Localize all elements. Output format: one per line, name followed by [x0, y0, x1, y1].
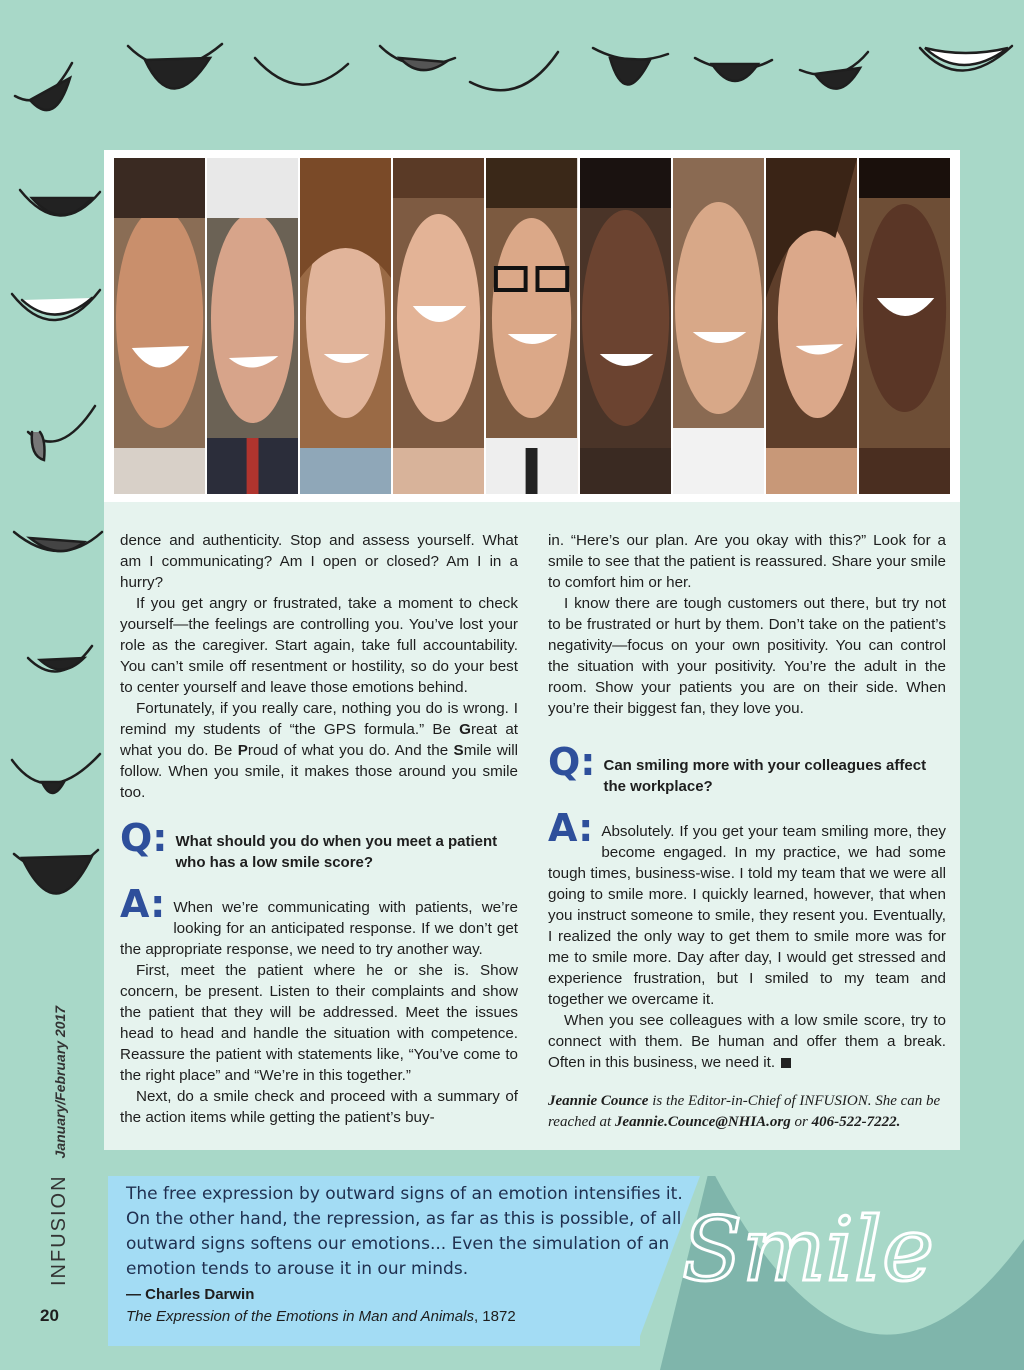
publication-label — [48, 1006, 71, 1286]
question-block — [120, 816, 518, 873]
text-span: reat at what you do. Be — [120, 721, 518, 759]
face-photo-4 — [393, 158, 486, 494]
text-span: is the Editor-in-Chief of INFUSION. She can be reached at — [548, 1093, 941, 1130]
paragraph-gps-formula — [120, 698, 518, 803]
paragraph: First, meet the patient where he or she is. Show concern, be present. Listen to their complaints and show the patient that they will be addressed. Meet the issues head to head and handle the situation with competence. Reassure the patient with statements like, “You’ve come to the right place” and “We’re in this together.” — [120, 962, 518, 1084]
gps-letter-s: S — [453, 742, 464, 759]
cartoon-mouths-top-decoration — [0, 18, 1024, 128]
face-photo-1 — [114, 158, 207, 494]
quote-author: — Charles Darwin — [126, 1286, 255, 1303]
publication-name: INFUSION — [48, 1174, 70, 1286]
end-of-article-icon — [781, 1058, 791, 1068]
paragraph: dence and authenticity. Stop and assess yourself. What am I communicating? Am I open or closed? Am I in a hurry? — [120, 532, 518, 591]
question-block — [548, 740, 946, 797]
author-bio — [548, 1091, 946, 1133]
face-photo-6 — [580, 158, 673, 494]
question-marker: Q: — [120, 816, 168, 860]
source-year: , 1872 — [473, 1308, 516, 1325]
face-photo-5 — [486, 158, 579, 494]
face-photo-7 — [673, 158, 766, 494]
answer-block — [120, 882, 518, 1128]
text-span: Fortunately, if you really care, nothing you do is wrong. I remind my students of “the GPS formula.” Be — [120, 700, 518, 738]
paragraph: in. “Here’s our plan. Are you okay with this?” Look for a smile to see that the patient is reassured. Share your smile to comfort him or her. — [548, 532, 946, 591]
face-photo-8 — [766, 158, 859, 494]
cartoon-mouths-left-decoration — [0, 170, 110, 930]
issue-date: January/February 2017 — [52, 1005, 68, 1159]
question-text: What should you do when you meet a patient who has a low smile score? — [175, 833, 498, 871]
quote-text: The free expression by outward signs of an emotion intensifies it. On the other hand, the repression, as far as this is possible, of all outward signs softens our emotions... Even the simulation of an emotion tends to arouse it in our minds. — [126, 1184, 683, 1279]
gps-letter-p: P — [237, 742, 248, 759]
smile-script-word: Smile — [682, 1198, 935, 1301]
text-span: roud of what you do. And the — [247, 742, 454, 759]
question-marker: Q: — [548, 740, 596, 784]
face-photo-9 — [859, 158, 950, 494]
answer-block — [548, 806, 946, 1073]
article-right-column — [548, 530, 946, 1133]
paragraph-closing — [548, 1010, 946, 1073]
paragraph: If you get angry or frustrated, take a moment to check yourself—the feelings are controlling you. You’ve lost your role as the caregiver. Start again, take full accountability. You can’t smile off resentment or hostility, so do your best to center yourself and leave those emotions behind. — [120, 595, 518, 696]
face-photo-2 — [207, 158, 300, 494]
text-span: or — [790, 1114, 812, 1130]
publication-sidebar — [28, 1000, 72, 1290]
article-left-column — [120, 530, 518, 1128]
paragraph: When we’re communicating with patients, we’re looking for an anticipated response. If we don’t get the appropriate response, we need to try another way. — [120, 899, 518, 958]
paragraph: I know there are tough customers out there, but try not to be frustrated or hurt by them. Don’t take on the patient’s negativity—focus on your own positivity. You can control the situation with your positivity. You’re the adult in the room. Show your patients you are on their side. When you’re their biggest fan, they love you. — [548, 595, 946, 717]
text-span: When you see colleagues with a low smile score, try to connect with them. Be human and offer them a break. Often in this business, we need it. — [548, 1012, 946, 1071]
source-title: The Expression of the Emotions in Man and Animals — [126, 1308, 474, 1325]
text-span: mile will follow. When you smile, it makes those around you smile too. — [120, 742, 518, 801]
smiling-faces-photo-strip — [104, 150, 960, 502]
author-phone: 406-522-7222. — [811, 1114, 901, 1130]
author-name: Jeannie Counce — [548, 1093, 649, 1109]
gps-letter-g: G — [459, 721, 471, 738]
article-body — [104, 502, 960, 1150]
answer-marker: A: — [548, 806, 594, 850]
answer-marker: A: — [120, 882, 166, 926]
question-text: Can smiling more with your colleagues affect the workplace? — [603, 757, 927, 795]
face-photo-3 — [300, 158, 393, 494]
quote-source — [126, 1308, 516, 1325]
page-number: 20 — [40, 1306, 59, 1325]
paragraph: Next, do a smile check and proceed with a summary of the action items while getting the patient’s buy- — [120, 1088, 518, 1126]
paragraph: Absolutely. If you get your team smiling more, they become engaged. In my practice, we had some tough times, business-wise. I told my team that we were all going to smile more. I quickly learned, however, that when you instruct someone to smile, they resent you. Eventually, I realized the only way to get them to smile more was for me to smile more. Day after day, I would get stressed and experience frustration, but I smiled to my team and together we overcame it. — [548, 823, 946, 1008]
author-email-link[interactable]: Jeannie.Counce@NHIA.org — [614, 1114, 791, 1130]
